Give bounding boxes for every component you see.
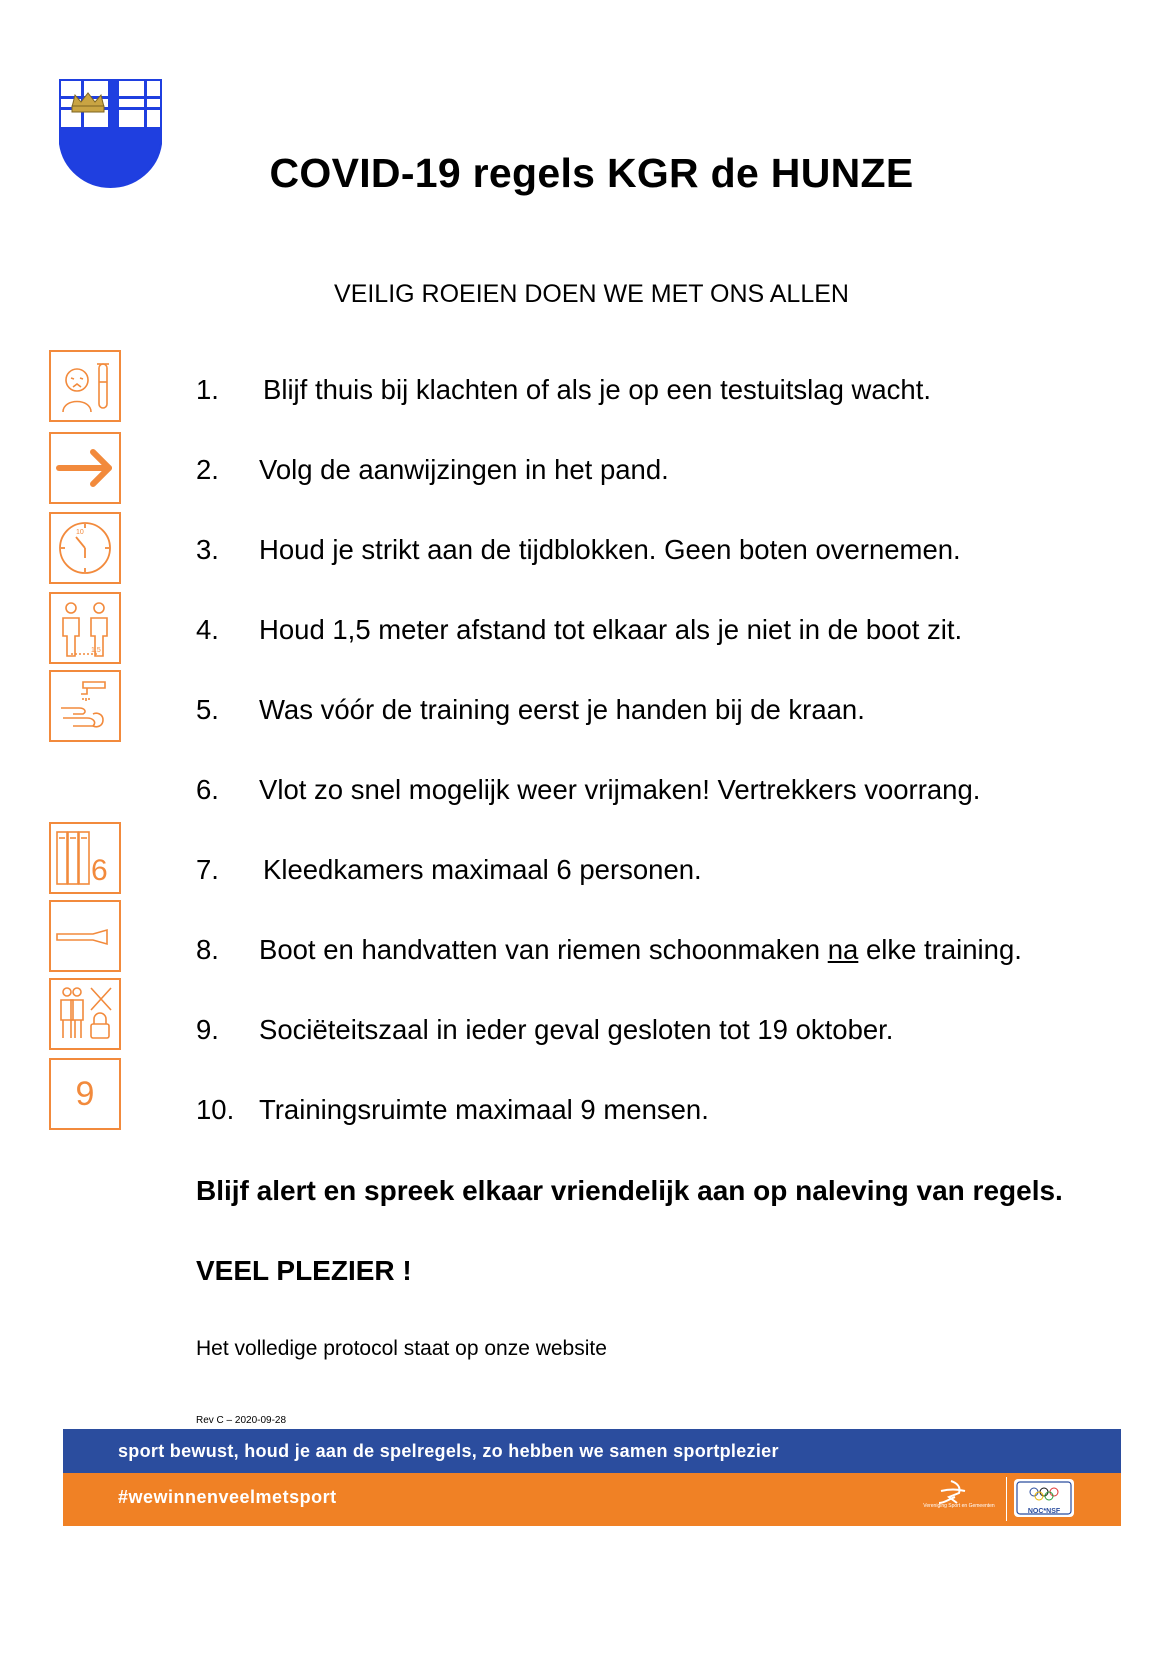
revision-text: Rev C – 2020-09-28 bbox=[196, 1415, 287, 1426]
rule-8 bbox=[196, 930, 1022, 970]
rule-5-number: 5. bbox=[196, 694, 219, 725]
rule-2-text: Volg de aanwijzingen in het pand. bbox=[259, 454, 669, 485]
noc-nsf-logo bbox=[1014, 1479, 1074, 1517]
alert-text: Blijf alert en spreek elkaar vriendelijk aan op naleving van regels. bbox=[196, 1175, 1063, 1206]
rule-5-text: Was vóór de training eerst je handen bij de kraan. bbox=[259, 694, 865, 725]
number-nine-label: 9 bbox=[75, 1074, 95, 1113]
svg-text:1,5: 1,5 bbox=[91, 647, 101, 654]
slogan-text: sport bewust, houd je aan de spelregels, zo hebben we samen sportplezier bbox=[118, 1440, 779, 1461]
rule-3-text: Houd je strikt aan de tijdblokken. Geen boten overnemen. bbox=[259, 534, 961, 565]
rule-8-text bbox=[259, 934, 1022, 966]
lockers-icon bbox=[49, 822, 121, 894]
rule-3-number: 3. bbox=[196, 534, 219, 565]
rule-1 bbox=[196, 370, 931, 410]
banner-divider bbox=[1006, 1477, 1007, 1521]
page-title: COVID-19 regels KGR de HUNZE bbox=[269, 150, 914, 196]
rule-7-text: Kleedkamers maximaal 6 personen. bbox=[263, 854, 702, 885]
rule-8-text-underline: na bbox=[827, 934, 859, 965]
oar-blade-icon bbox=[49, 900, 121, 972]
rule-8-text-before: Boot en handvatten van riemen schoonmaken bbox=[259, 934, 828, 965]
rule-10 bbox=[196, 1090, 709, 1130]
rule-6-number: 6. bbox=[196, 774, 219, 805]
vsg-text: Vereniging Sport en Gemeenten bbox=[923, 1503, 995, 1509]
rule-3 bbox=[196, 530, 961, 570]
closing-text: VEEL PLEZIER ! bbox=[196, 1255, 412, 1286]
rule-9 bbox=[196, 1010, 893, 1050]
noc-nsf-text: NOC*NSF bbox=[1027, 1508, 1061, 1515]
rule-1-number: 1. bbox=[196, 374, 219, 405]
svg-text:10: 10 bbox=[76, 529, 84, 536]
rule-4-text: Houd 1,5 meter afstand tot elkaar als je niet in de boot zit. bbox=[259, 614, 963, 645]
hashtag-text: #wewinnenveelmetsport bbox=[118, 1487, 337, 1507]
slogan-banner bbox=[63, 1429, 1121, 1473]
rule-6 bbox=[196, 770, 980, 810]
lockers-icon-label: 6 bbox=[91, 854, 108, 887]
rule-10-text: Trainingsruimte maximaal 9 mensen. bbox=[259, 1094, 709, 1125]
rule-5 bbox=[196, 690, 865, 730]
rule-8-text-after: elke training. bbox=[858, 934, 1022, 965]
rule-8-number: 8. bbox=[196, 934, 219, 965]
number-nine-icon bbox=[49, 1058, 121, 1130]
closed-room-icon bbox=[49, 978, 121, 1050]
vsg-logo bbox=[921, 1479, 997, 1521]
rule-1-text: Blijf thuis bij klachten of als je op een testuitslag wacht. bbox=[263, 374, 932, 405]
hashtag-banner bbox=[63, 1473, 1121, 1526]
arrow-right-icon bbox=[49, 432, 121, 504]
distance-people-icon bbox=[49, 592, 121, 664]
rule-4-number: 4. bbox=[196, 614, 219, 645]
protocol-text: Het volledige protocol staat op onze website bbox=[196, 1337, 607, 1360]
page-subtitle: VEILIG ROEIEN DOEN WE MET ONS ALLEN bbox=[334, 280, 849, 308]
rule-7 bbox=[196, 850, 702, 890]
sick-person-test-tube-icon bbox=[49, 350, 121, 422]
hand-washing-icon bbox=[49, 670, 121, 742]
rule-9-number: 9. bbox=[196, 1014, 219, 1045]
rule-7-number: 7. bbox=[196, 854, 219, 885]
rule-9-text: Sociëteitszaal in ieder geval gesloten tot 19 oktober. bbox=[259, 1014, 894, 1045]
rule-2-number: 2. bbox=[196, 454, 219, 485]
rule-4 bbox=[196, 610, 962, 650]
clock-icon bbox=[49, 512, 121, 584]
rule-2 bbox=[196, 450, 669, 490]
rule-10-number: 10. bbox=[196, 1094, 235, 1125]
rule-6-text: Vlot zo snel mogelijk weer vrijmaken! Vertrekkers voorrang. bbox=[259, 774, 981, 805]
